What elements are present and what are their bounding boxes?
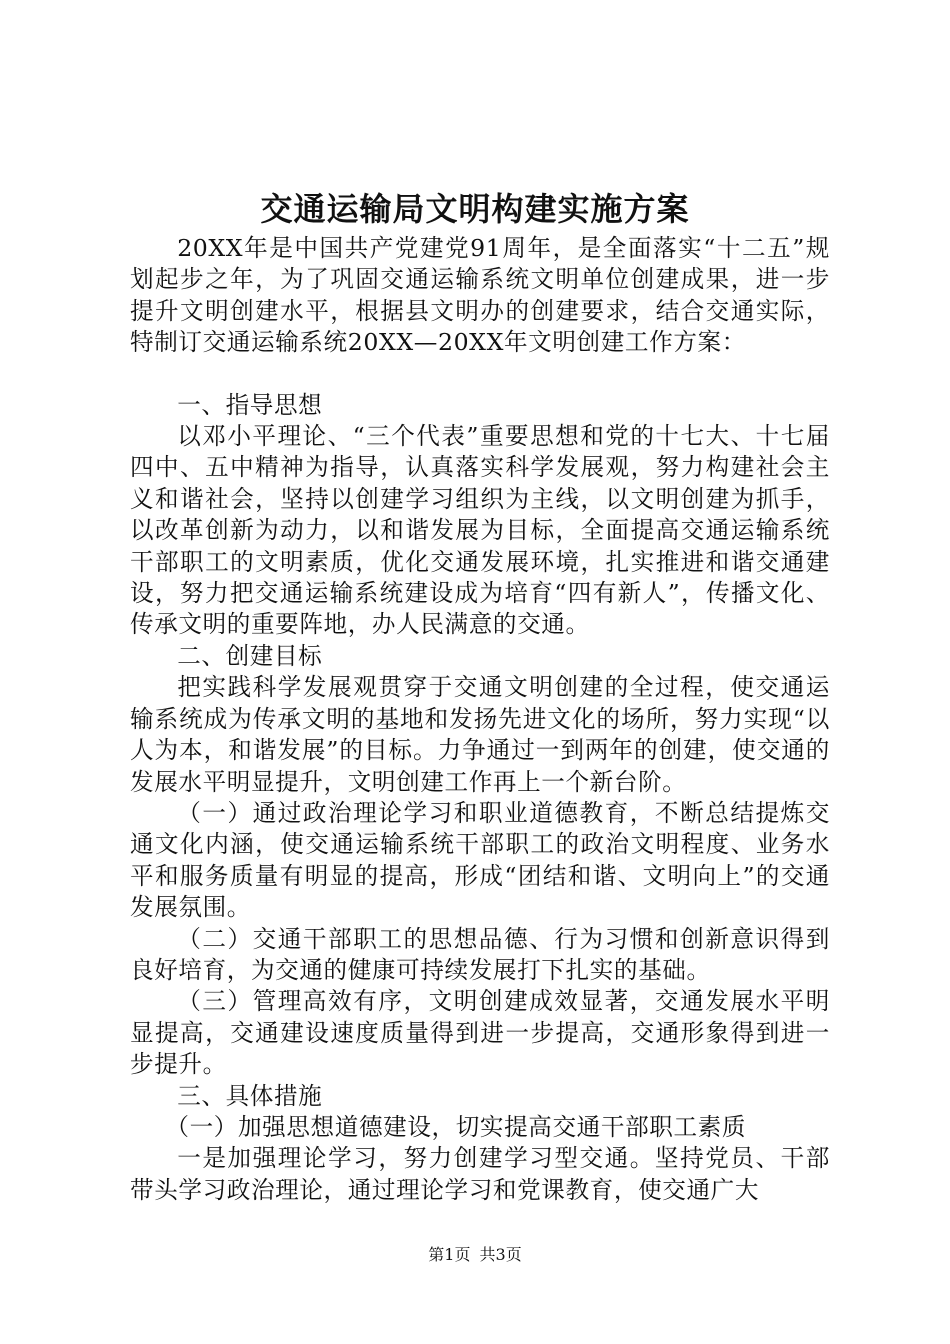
document-body xyxy=(130,233,830,1206)
section-heading: 一、指导思想 xyxy=(177,390,323,419)
page-number: 第1页 xyxy=(428,1245,471,1264)
body-paragraph: 以邓小平理论、“三个代表”重要思想和党的十七大、十七届四中、五中精神为指导，认真落实科学发展观，努力构建社会主义和谐社会，坚持以创建学习组织为主线，以文明创建为抓手，以改革创新为动力，以和谐发展为目标，全面提高交通运输系统干部职工的文明素质，优化交通发展环境，扎实推进和谐交通建设，努力把交通运输系统建设成为培育“四有新人”，传播文化、传承文明的重要阵地，办人民满意的交通。 xyxy=(130,422,830,639)
document-title: 交通运输局文明构建实施方案 xyxy=(260,190,690,228)
subsection-heading: （一）加强思想道德建设，切实提高交通干部职工素质 xyxy=(165,1112,747,1141)
section-heading: 二、创建目标 xyxy=(177,641,323,670)
body-paragraph: （二）交通干部职工的思想品德、行为习惯和创新意识得到良好培育，为交通的健康可持续发展打下扎实的基础。 xyxy=(130,924,830,984)
paragraph-spacer xyxy=(130,359,830,390)
page-footer xyxy=(0,1245,950,1265)
page-total: 共3页 xyxy=(479,1245,522,1264)
body-paragraph: （三）管理高效有序，文明创建成效显著，交通发展水平明显提高，交通建设速度质量得到进一步提高，交通形象得到进一步提升。 xyxy=(130,987,830,1079)
body-paragraph: 一是加强理论学习，努力创建学习型交通。坚持党员、干部带头学习政治理论，通过理论学习和党课教育，使交通广大 xyxy=(130,1144,830,1204)
section-heading: 三、具体措施 xyxy=(177,1081,323,1110)
body-paragraph: （一）通过政治理论学习和职业道德教育，不断总结提炼交通文化内涵，使交通运输系统干部职工的政治文明程度、业务水平和服务质量有明显的提高，形成“团结和谐、文明向上”的交通发展氛围。 xyxy=(130,798,830,922)
body-paragraph: 把实践科学发展观贯穿于交通文明创建的全过程，使交通运输系统成为传承文明的基地和发扬先进文化的场所，努力实现“以人为本，和谐发展”的目标。力争通过一到两年的创建，使交通的发展水平明显提升，文明创建工作再上一个新台阶。 xyxy=(130,673,830,796)
intro-paragraph: 20XX年是中国共产党建党91周年，是全面落实“十二五”规划起步之年，为了巩固交通运输系统文明单位创建成果，进一步提升文明创建水平，根据县文明办的创建要求，结合交通实际，特制订交通运输系统20XX—20XX年文明创建工作方案： xyxy=(130,234,830,357)
